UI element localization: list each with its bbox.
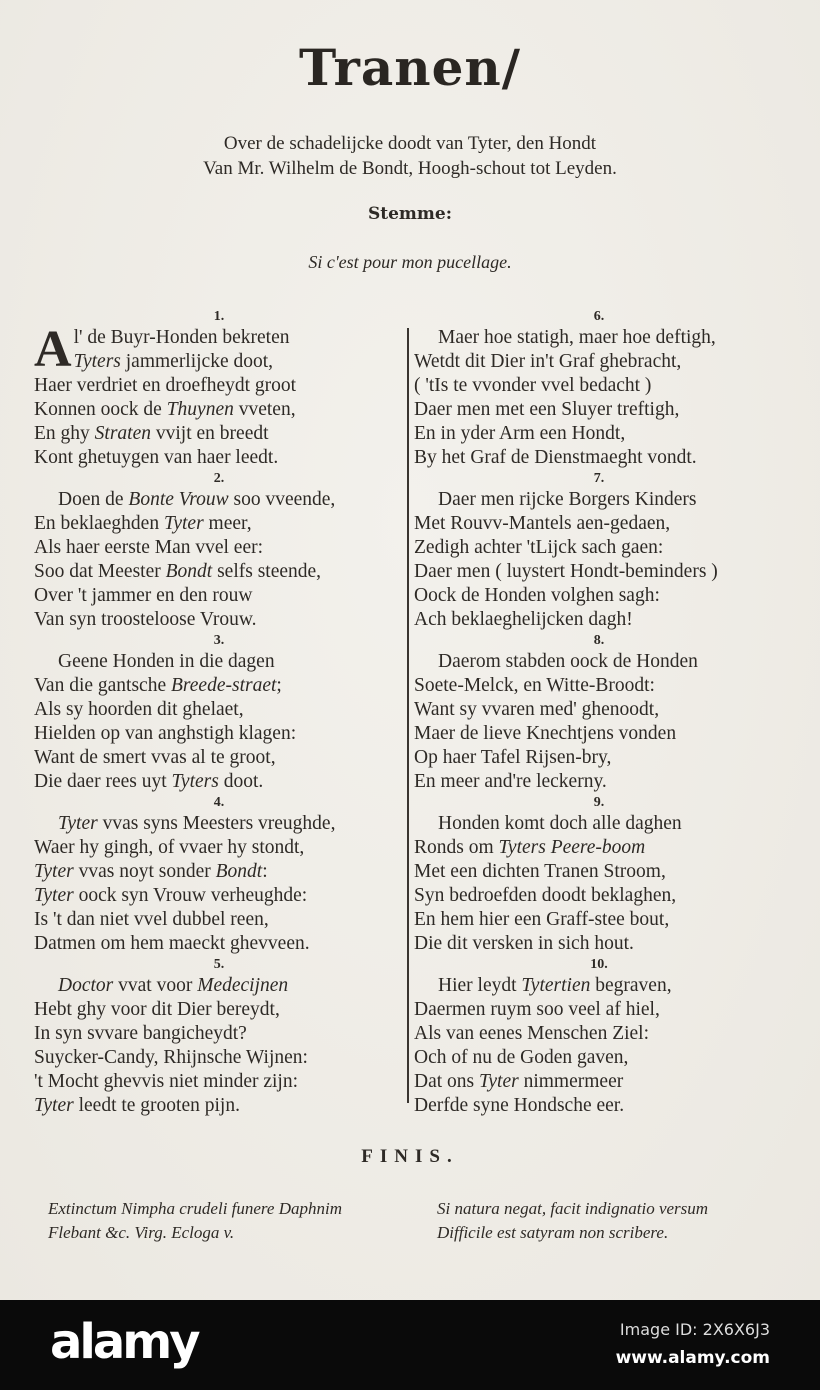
finis-label: FINIS. bbox=[361, 1146, 459, 1167]
quote-line: Difficile est satyram non scribere. bbox=[437, 1223, 669, 1242]
stanza bbox=[34, 308, 404, 470]
line-text: Suycker-Candy, Rhijnsche Wijnen: bbox=[34, 1047, 308, 1068]
poem-line bbox=[414, 770, 784, 794]
line-text: Wetdt dit Dier in't Graf ghebracht, bbox=[414, 351, 682, 372]
line-text: jammerlijcke doot, bbox=[120, 351, 274, 372]
poem-line bbox=[414, 512, 784, 536]
stanza-number: 9. bbox=[593, 795, 605, 810]
stanza bbox=[414, 794, 784, 956]
poem-line bbox=[34, 884, 404, 908]
line-text: En meer and're leckerny. bbox=[414, 771, 607, 792]
poem-line bbox=[414, 326, 784, 350]
line-text: begraven, bbox=[590, 975, 672, 996]
stanza-number: 7. bbox=[593, 471, 605, 486]
line-text: Als sy hoorden dit ghelaet, bbox=[34, 699, 244, 720]
stanza bbox=[34, 632, 404, 794]
poem-line bbox=[34, 998, 404, 1022]
stanza bbox=[34, 470, 404, 632]
drop-cap: A bbox=[34, 321, 72, 378]
poem-line bbox=[34, 974, 404, 998]
italic-name: Tyter bbox=[34, 885, 74, 906]
poem-line bbox=[414, 536, 784, 560]
italic-name: Tyters Peere-boom bbox=[498, 837, 646, 858]
stanza bbox=[34, 794, 404, 956]
latin-quote-right bbox=[437, 1197, 708, 1245]
page-title: Tranen/ bbox=[298, 38, 522, 97]
line-text: oock syn Vrouw verheughde: bbox=[73, 885, 308, 906]
poem-line bbox=[414, 374, 784, 398]
poem-line bbox=[414, 650, 784, 674]
poem-line bbox=[414, 446, 784, 470]
line-text: Als van eenes Menschen Ziel: bbox=[414, 1023, 650, 1044]
line-text: Hielden op van anghstigh klagen: bbox=[34, 723, 297, 744]
italic-name: Bonte Vrouw bbox=[128, 489, 229, 510]
poem-line bbox=[34, 422, 404, 446]
stanza-number: 6. bbox=[593, 309, 605, 324]
italic-name: Tyters bbox=[73, 351, 121, 372]
line-text: Daer men met een Sluyer treftigh, bbox=[414, 399, 680, 420]
poem-line bbox=[34, 650, 404, 674]
line-text: En hem hier een Graff-stee bout, bbox=[414, 909, 670, 930]
line-text: Over 't jammer en den rouw bbox=[34, 585, 253, 606]
line-text: Op haer Tafel Rijsen-bry, bbox=[414, 747, 612, 768]
poem-line bbox=[34, 836, 404, 860]
poem-line bbox=[34, 812, 404, 836]
line-text: Konnen oock de bbox=[34, 399, 167, 420]
poem-line bbox=[34, 560, 404, 584]
watermark-url: www.alamy.com bbox=[615, 1348, 770, 1368]
stemme-heading: Stemme: bbox=[367, 204, 452, 224]
latin-quote-left bbox=[48, 1197, 342, 1245]
line-text: Syn bedroefden doodt beklaghen, bbox=[414, 885, 677, 906]
line-text: Waer hy gingh, of vvaer hy stondt, bbox=[34, 837, 305, 858]
italic-name: Bondt bbox=[165, 561, 213, 582]
line-text: leedt te grooten pijn. bbox=[73, 1095, 240, 1116]
line-text: Van die gantsche bbox=[34, 675, 171, 696]
poem-line bbox=[414, 698, 784, 722]
poem-line bbox=[414, 812, 784, 836]
line-text: Ach beklaeghelijcken dagh! bbox=[414, 609, 633, 630]
line-text: Ronds om bbox=[414, 837, 499, 858]
poem-right-column bbox=[414, 308, 784, 1118]
line-text: 't Mocht ghevvis niet minder zijn: bbox=[34, 1071, 299, 1092]
line-text: By het Graf de Dienstmaeght vondt. bbox=[414, 447, 697, 468]
poem-line bbox=[414, 908, 784, 932]
line-text: Want sy vvaren med' ghenoodt, bbox=[414, 699, 660, 720]
line-text: Derfde syne Hondsche eer. bbox=[414, 1095, 625, 1116]
italic-name: Straten bbox=[94, 423, 152, 444]
poem-line bbox=[414, 1022, 784, 1046]
stanza-number: 4. bbox=[213, 795, 225, 810]
italic-name: Breede-straet bbox=[171, 675, 277, 696]
poem-line bbox=[34, 398, 404, 422]
line-text: Met een dichten Tranen Stroom, bbox=[414, 861, 666, 882]
poem-line bbox=[34, 512, 404, 536]
line-text: Geene Honden in die dagen bbox=[58, 651, 275, 672]
line-text: Maer de lieve Knechtjens vonden bbox=[414, 723, 677, 744]
stanza bbox=[414, 956, 784, 1118]
alamy-logo: alamy bbox=[50, 1314, 198, 1370]
stanza bbox=[414, 308, 784, 470]
italic-name: Tyter bbox=[479, 1071, 519, 1092]
poem-line bbox=[414, 1070, 784, 1094]
stanza-number: 2. bbox=[213, 471, 225, 486]
poem-line bbox=[34, 350, 404, 374]
image-id: Image ID: 2X6X6J3 bbox=[619, 1320, 770, 1339]
poem-line bbox=[414, 398, 784, 422]
poem-left-column bbox=[34, 308, 404, 1118]
line-text: Maer hoe statigh, maer hoe deftigh, bbox=[438, 327, 716, 348]
italic-name: Tyter bbox=[34, 1095, 74, 1116]
line-text: Daermen ruym soo veel af hiel, bbox=[414, 999, 660, 1020]
italic-name: Tyter bbox=[34, 861, 74, 882]
line-text: ( 'tIs te vvonder vvel bedacht ) bbox=[414, 375, 652, 396]
line-text: Honden komt doch alle daghen bbox=[438, 813, 682, 834]
line-text: Daer men ( luystert Hondt-beminders ) bbox=[414, 561, 718, 582]
poem-line bbox=[414, 884, 784, 908]
subtitle-line-2: Van Mr. Wilhelm de Bondt, Hoogh-schout tot Leyden. bbox=[203, 158, 617, 179]
poem-line bbox=[414, 1094, 784, 1118]
poem-line bbox=[414, 560, 784, 584]
poem-line bbox=[34, 860, 404, 884]
poem-line bbox=[34, 674, 404, 698]
line-text: vvas syns Meesters vreughde, bbox=[97, 813, 336, 834]
line-text: Hebt ghy voor dit Dier bereydt, bbox=[34, 999, 280, 1020]
line-text: Is 't dan niet vvel dubbel reen, bbox=[34, 909, 269, 930]
poem-line bbox=[414, 836, 784, 860]
poem-line bbox=[414, 974, 784, 998]
line-text: Die daer rees uyt bbox=[34, 771, 172, 792]
line-text: Die dit versken in sich hout. bbox=[414, 933, 634, 954]
poem-line bbox=[414, 998, 784, 1022]
column-divider bbox=[407, 328, 409, 1103]
poem-line bbox=[34, 746, 404, 770]
line-text: soo vveende, bbox=[228, 489, 336, 510]
quote-line: Extinctum Nimpha crudeli funere Daphnim bbox=[48, 1199, 342, 1218]
poem-line bbox=[414, 488, 784, 512]
subtitle-line-1: Over de schadelijcke doodt van Tyter, den Hondt bbox=[223, 133, 597, 154]
quote-line: Flebant &c. Virg. Ecloga v. bbox=[48, 1223, 235, 1242]
line-text: nimmermeer bbox=[518, 1071, 624, 1092]
quote-line: Si natura negat, facit indignatio versum bbox=[437, 1199, 709, 1218]
italic-name: Tyter bbox=[58, 813, 98, 834]
poem-line bbox=[34, 488, 404, 512]
line-text: doot. bbox=[218, 771, 264, 792]
stanza-number: 5. bbox=[213, 957, 225, 972]
line-text: Haer verdriet en droefheydt groot bbox=[34, 375, 297, 396]
line-text: Soete-Melck, en Witte-Broodt: bbox=[414, 675, 655, 696]
italic-name: Tyter bbox=[163, 513, 204, 534]
line-text: Datmen om hem maeckt ghevveen. bbox=[34, 933, 310, 954]
poem-line bbox=[34, 698, 404, 722]
line-text: Dat ons bbox=[414, 1071, 479, 1092]
stanza-number: 8. bbox=[593, 633, 605, 648]
poem-line bbox=[414, 608, 784, 632]
poem-line bbox=[34, 536, 404, 560]
line-text: vvas noyt sonder bbox=[73, 861, 216, 882]
stanza bbox=[414, 632, 784, 794]
tune-name: Si c'est pour mon pucellage. bbox=[308, 252, 512, 272]
poem-line bbox=[414, 422, 784, 446]
line-text: In syn svvare bangicheydt? bbox=[34, 1023, 247, 1044]
poem-line bbox=[34, 1046, 404, 1070]
line-text: En beklaeghden bbox=[34, 513, 164, 534]
italic-name: Doctor bbox=[58, 975, 114, 996]
poem-line bbox=[414, 674, 784, 698]
line-text: : bbox=[262, 861, 268, 882]
italic-name: Medecijnen bbox=[197, 975, 289, 996]
line-text: Oock de Honden volghen sagh: bbox=[414, 585, 660, 606]
line-text: meer, bbox=[203, 513, 252, 534]
poem-line bbox=[414, 722, 784, 746]
poem-line bbox=[414, 860, 784, 884]
poem-line bbox=[414, 350, 784, 374]
line-text: ; bbox=[276, 675, 282, 696]
poem-line bbox=[414, 584, 784, 608]
line-text: Soo dat Meester bbox=[34, 561, 166, 582]
line-text: En in yder Arm een Hondt, bbox=[414, 423, 626, 444]
poem-line bbox=[34, 932, 404, 956]
line-text: l' de Buyr-Honden bekreten bbox=[73, 327, 290, 348]
poem-line bbox=[34, 770, 404, 794]
line-text: Daerom stabden oock de Honden bbox=[438, 651, 698, 672]
line-text: vvat voor bbox=[113, 975, 198, 996]
line-text: selfs steende, bbox=[212, 561, 322, 582]
line-text: vveten, bbox=[233, 399, 296, 420]
line-text: vvijt en breedt bbox=[151, 423, 269, 444]
stanza-number: 3. bbox=[213, 633, 225, 648]
poem-line bbox=[34, 1022, 404, 1046]
italic-name: Bondt bbox=[215, 861, 263, 882]
poem-line bbox=[34, 584, 404, 608]
line-text: Zedigh achter 'tLijck sach gaen: bbox=[414, 537, 664, 558]
line-text: Want de smert vvas al te groot, bbox=[34, 747, 276, 768]
poem-line bbox=[34, 608, 404, 632]
poem-line bbox=[34, 374, 404, 398]
line-text: En ghy bbox=[34, 423, 95, 444]
stanza-number: 1. bbox=[213, 309, 225, 324]
poem-line bbox=[34, 908, 404, 932]
stanza bbox=[34, 956, 404, 1118]
poem-line bbox=[34, 1094, 404, 1118]
line-text: Doen de bbox=[58, 489, 129, 510]
italic-name: Thuynen bbox=[166, 399, 234, 420]
watermark-banner bbox=[0, 1300, 820, 1390]
line-text: Kont ghetuygen van haer leedt. bbox=[34, 447, 279, 468]
poem-line bbox=[34, 722, 404, 746]
stanza bbox=[414, 470, 784, 632]
italic-name: Tyters bbox=[171, 771, 219, 792]
line-text: Van syn troosteloose Vrouw. bbox=[34, 609, 257, 630]
line-text: Daer men rijcke Borgers Kinders bbox=[438, 489, 697, 510]
poem-line bbox=[414, 932, 784, 956]
stanza-number: 10. bbox=[590, 957, 608, 972]
line-text: Met Rouvv-Mantels aen-gedaen, bbox=[414, 513, 671, 534]
line-text: Och of nu de Goden gaven, bbox=[414, 1047, 629, 1068]
line-text: Als haer eerste Man vvel eer: bbox=[34, 537, 264, 558]
poem-line bbox=[34, 446, 404, 470]
poem-line bbox=[414, 1046, 784, 1070]
italic-name: Tytertien bbox=[521, 975, 591, 996]
poem-line bbox=[34, 1070, 404, 1094]
line-text: Hier leydt bbox=[438, 975, 522, 996]
poem-line bbox=[414, 746, 784, 770]
